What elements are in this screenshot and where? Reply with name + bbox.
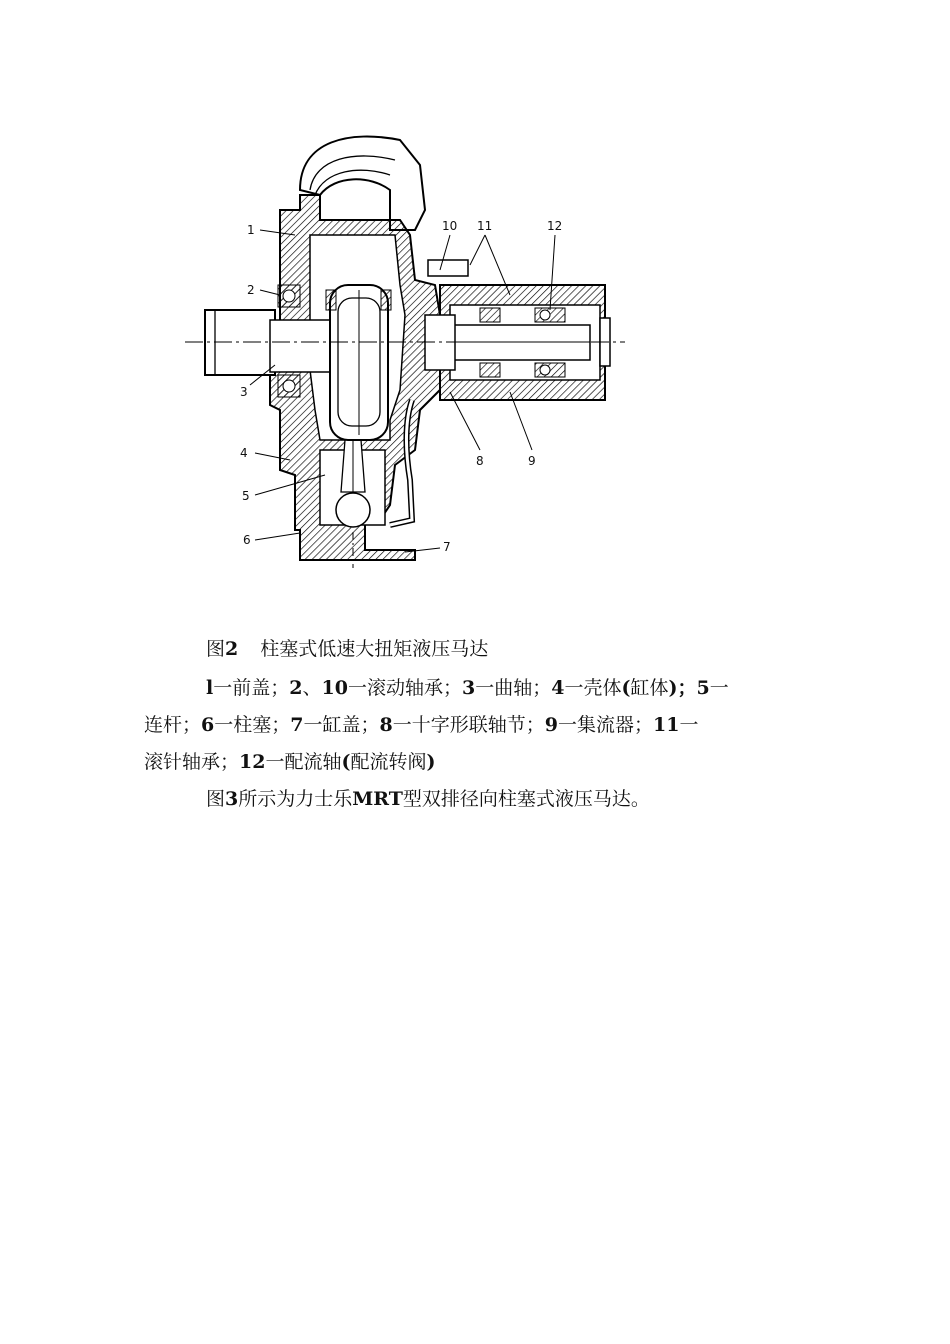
legend-num: 3	[461, 677, 476, 699]
legend-num: )；	[668, 677, 697, 699]
legend-line-3	[144, 753, 436, 772]
legend-text: 、	[302, 677, 322, 699]
legend-num: 9	[544, 714, 558, 736]
legend-num: 11	[653, 714, 680, 736]
legend-num: 10	[321, 677, 348, 699]
para-text: 图	[206, 788, 226, 810]
legend-num: (	[341, 751, 351, 773]
legend-text: 滚针轴承；	[144, 751, 240, 773]
label-5: 5	[242, 489, 250, 503]
legend-line-1	[206, 679, 729, 698]
label-6: 6	[243, 533, 251, 547]
body-paragraph	[206, 790, 650, 809]
caption-title: 柱塞式低速大扭矩液压马达	[260, 638, 489, 660]
legend-text: 连杆；	[144, 714, 202, 736]
legend-text: 一前盖；	[213, 677, 290, 699]
legend-text: 一十字形联轴节；	[392, 714, 545, 736]
label-2: 2	[247, 283, 255, 297]
label-4: 4	[240, 446, 248, 460]
legend-text: 一缸盖；	[303, 714, 380, 736]
legend-text: 一柱塞；	[214, 714, 291, 736]
legend-num: 12	[239, 751, 266, 773]
label-11: 11	[477, 219, 493, 233]
label-12: 12	[547, 219, 563, 233]
legend-text: 一滚动轴承；	[347, 677, 462, 699]
legend-num: 7	[290, 714, 304, 736]
legend-num: 6	[201, 714, 215, 736]
figure-caption	[206, 640, 488, 659]
label-9: 9	[528, 454, 536, 468]
legend-text: 一	[679, 714, 699, 736]
legend-line-2	[144, 716, 698, 735]
legend-text: 一曲轴；	[475, 677, 552, 699]
hydraulic-motor-drawing	[150, 120, 640, 580]
para-model: MRT	[352, 788, 403, 810]
para-text: 所示为力士乐	[238, 788, 353, 810]
legend-text: 一集流器；	[558, 714, 654, 736]
label-1: 1	[247, 223, 255, 237]
label-7: 7	[443, 540, 451, 554]
legend-num: l	[206, 677, 214, 699]
legend-num: 4	[551, 677, 565, 699]
legend-text: 一壳体	[564, 677, 622, 699]
legend-num: 5	[696, 677, 710, 699]
para-num: 3	[225, 788, 239, 810]
legend-num: )	[426, 751, 436, 773]
legend-text: 一	[709, 677, 729, 699]
legend-text: 一配流轴	[265, 751, 342, 773]
cross-section-svg	[150, 120, 640, 580]
label-10: 10	[442, 219, 458, 233]
label-3: 3	[240, 385, 248, 399]
legend-text: 缸体	[630, 677, 669, 699]
legend-num: 2	[289, 677, 303, 699]
legend-text: 配流转阀	[350, 751, 427, 773]
label-8: 8	[476, 454, 484, 468]
caption-prefix: 图	[206, 638, 226, 660]
caption-number: 2	[225, 638, 239, 660]
legend-num: (	[621, 677, 631, 699]
legend-num: 8	[379, 714, 393, 736]
para-text: 型双排径向柱塞式液压马达。	[402, 788, 650, 810]
